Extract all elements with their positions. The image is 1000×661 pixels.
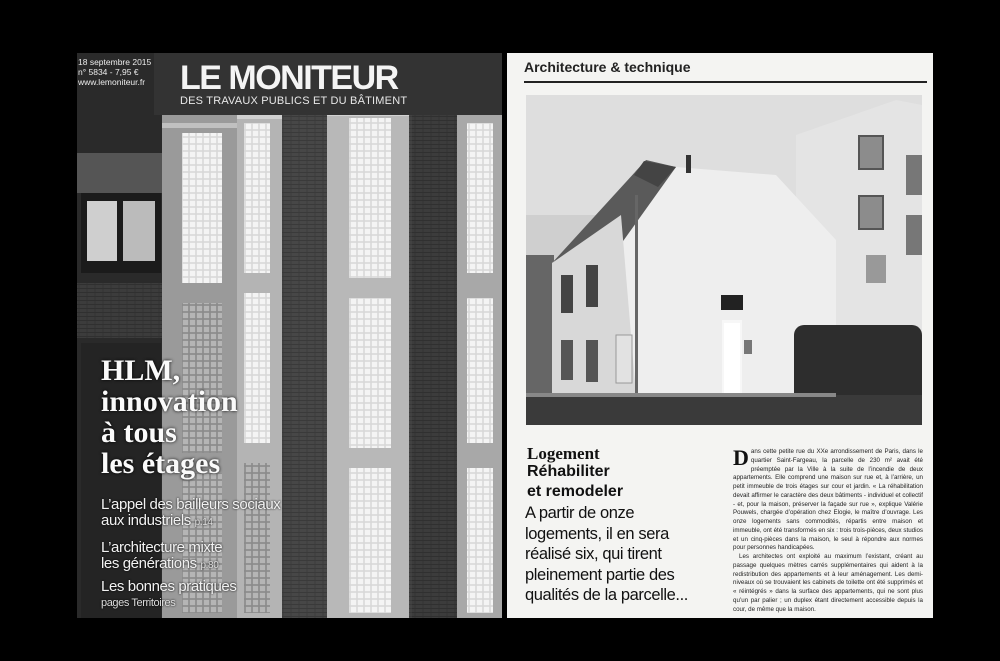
body-paragraph	[733, 445, 923, 553]
cover-teaser	[101, 497, 280, 531]
cover-issue: n° 5834 - 7,95 €	[78, 67, 139, 77]
cover-meta	[78, 57, 151, 87]
teaser-line: L’architecture mixte	[101, 539, 223, 556]
section-rule	[524, 81, 927, 83]
cover-headline	[101, 355, 238, 479]
building-facade-photo	[77, 53, 502, 618]
cover-teaser	[101, 540, 222, 574]
body-text: ans cette petite rue du XXe arrondissement de Paris, dans le quartier Saint-Fargeau, la parcelle de 230 m² avait été préemptée par la Ville à la suite de l’incendie de deux appartements. Elle comprend une maison sur rue et, à l’arrière, un petit immeuble de trois étages sur cour et jardin. « La réhabilitation devait affirmer le caractère des deux bâtiments - individuel et collectif - et, pour la maison, préserver la façade sur rue », explique Valérie Pouwels, chargée d’opération chez Elogie, le maître d’ouvrage. Les onze logements sans commodités, répartis entre maison et immeuble, ont été transformés en six : trois trois-pièces, deux studios et un cinq-pièces dans la maison, le seul à répondre aux normes pour personnes handicapées.	[733, 448, 923, 552]
lede-line: réalisé six, qui tirent	[525, 545, 662, 563]
masthead-subtitle: DES TRAVAUX PUBLICS ET DU BÂTIMENT	[180, 95, 408, 107]
article-title	[527, 462, 623, 502]
headline-line: HLM,	[101, 354, 181, 387]
title-line: et remodeler	[527, 483, 624, 500]
section-heading: Architecture & technique	[524, 59, 691, 75]
teaser-line: Les bonnes pratiques	[101, 578, 237, 595]
lede-line: qualités de la parcelle...	[525, 586, 688, 604]
cover-date: 18 septembre 2015	[78, 57, 152, 67]
title-line: Réhabiliter	[527, 463, 610, 480]
teaser-page: p.14	[194, 517, 213, 528]
lede-line: pleinement partie des	[525, 565, 675, 584]
teaser-line: aux industriels	[101, 512, 191, 529]
article-body	[733, 445, 923, 614]
masthead	[154, 53, 502, 115]
teaser-page: pages Territoires	[101, 597, 176, 609]
cover-teaser	[101, 579, 236, 611]
lede-line: A partir de onze	[525, 504, 635, 522]
masthead-title: LE MONITEUR	[180, 59, 398, 97]
teaser-page: p.80	[200, 560, 219, 571]
headline-line: innovation	[101, 385, 238, 418]
article-page	[507, 53, 933, 618]
teaser-line: les générations	[101, 555, 197, 572]
headline-line: à tous	[101, 416, 177, 449]
dropcap: D	[733, 445, 749, 470]
teaser-line: L’appel des bailleurs sociaux	[101, 496, 281, 513]
article-lede	[525, 503, 715, 606]
cover-website: www.lemoniteur.fr	[78, 77, 146, 87]
article-kicker: Logement	[527, 444, 600, 463]
lede-line: logements, il en sera	[525, 524, 669, 543]
house-photo	[526, 95, 922, 425]
headline-line: les étages	[101, 447, 221, 480]
magazine-cover	[77, 53, 502, 618]
body-paragraph: Les architectes ont exploité au maximum l’existant, créant au passage quelques mètres carrés supplémentaires qui aident à la redistribution des appartements et à leur aménagement. Les demi-niveaux où se trouvaient les cabinets de toilette ont été supprimés et « réintégrés » dans la surface des appartements, qui ne sont plus qu’un par palier ; un duplex étant directement accessible depuis la cour, de même que la maison.	[733, 553, 923, 613]
